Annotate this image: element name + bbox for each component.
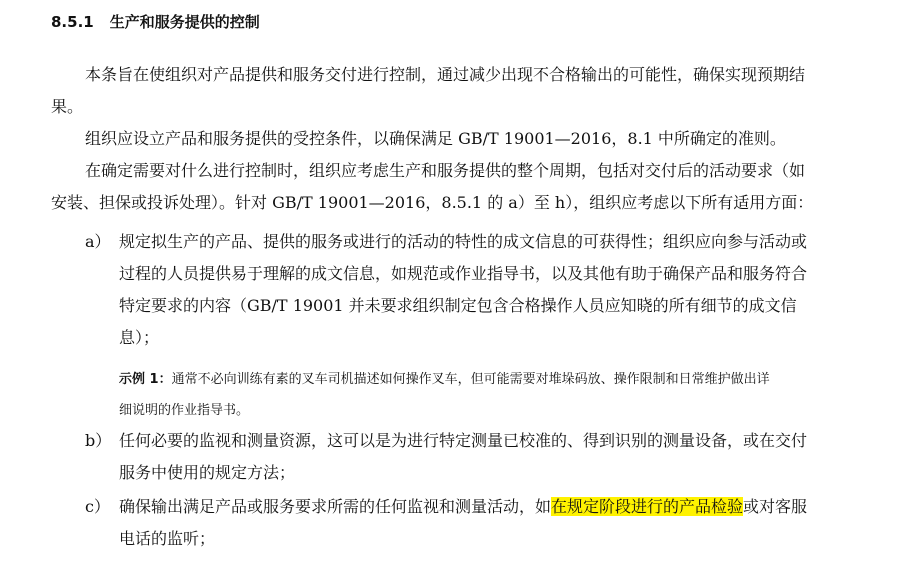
paragraph-line: 果。: [51, 97, 84, 116]
list-marker: a）: [85, 232, 111, 251]
list-item-line: 电话的监听；: [119, 529, 216, 548]
paragraph-line: 本条旨在使组织对产品提供和服务交付进行控制，通过减少出现不合格输出的可能性，确保实现预期结: [85, 65, 806, 84]
paragraph-line: 组织应设立产品和服务提供的受控条件，以确保满足 GB/T 19001—2016，8.1 中所确定的准则。: [85, 129, 786, 148]
list-marker: c）: [85, 497, 110, 516]
paragraph-line: 安装、担保或投诉处理）。针对 GB/T 19001—2016，8.5.1 的 a）至 h），组织应考虑以下所有适用方面：: [51, 193, 814, 212]
paragraph-conditions: [51, 123, 786, 155]
list-item-line: 息）；: [119, 328, 160, 347]
list-item-line: 规定拟生产的产品、提供的服务或进行的活动的特性的成文信息的可获得性；组织应向参与活动或: [119, 232, 808, 251]
list-item-line: 任何必要的监视和测量资源，这可以是为进行特定测量已校准的、得到识别的测量设备，或在交付: [119, 431, 808, 450]
example-note-label: 示例 1：: [119, 372, 172, 387]
list-item-text: 确保输出满足产品或服务要求所需的任何监视和测量活动，如: [119, 497, 552, 516]
example-note-text: 通常不必向训练有素的叉车司机描述如何操作叉车，但可能需要对堆垛码放、操作限制和日常维护做出详: [171, 372, 770, 387]
highlighted-text: 在规定阶段进行的产品检验: [551, 497, 744, 516]
example-note-text: 细说明的作业指导书。: [119, 403, 250, 418]
list-item-text: 或对客服: [743, 497, 808, 516]
section-heading: [51, 11, 260, 33]
section-number: 8.5.1: [51, 13, 94, 31]
paragraph-intro: [51, 59, 805, 123]
list-item-line: 服务中使用的规定方法；: [119, 463, 296, 482]
paragraph-line: 在确定需要对什么进行控制时，组织应考虑生产和服务提供的整个周期，包括对交付后的活动要求（如: [85, 161, 806, 180]
section-title: 生产和服务提供的控制: [109, 13, 260, 31]
list-item-c: [85, 491, 808, 555]
list-item-b: [85, 425, 808, 489]
list-item-line: 过程的人员提供易于理解的成文信息，如规范或作业指导书，以及其他有助于确保产品和服务符合: [119, 264, 808, 283]
list-marker: b）: [85, 431, 112, 450]
list-item-a: [85, 226, 808, 354]
paragraph-scope: [51, 155, 813, 219]
example-note: [119, 364, 770, 426]
list-item-line: 特定要求的内容（GB/T 19001 并未要求组织制定包含合格操作人员应知晓的所有细节的成文信: [119, 296, 797, 315]
